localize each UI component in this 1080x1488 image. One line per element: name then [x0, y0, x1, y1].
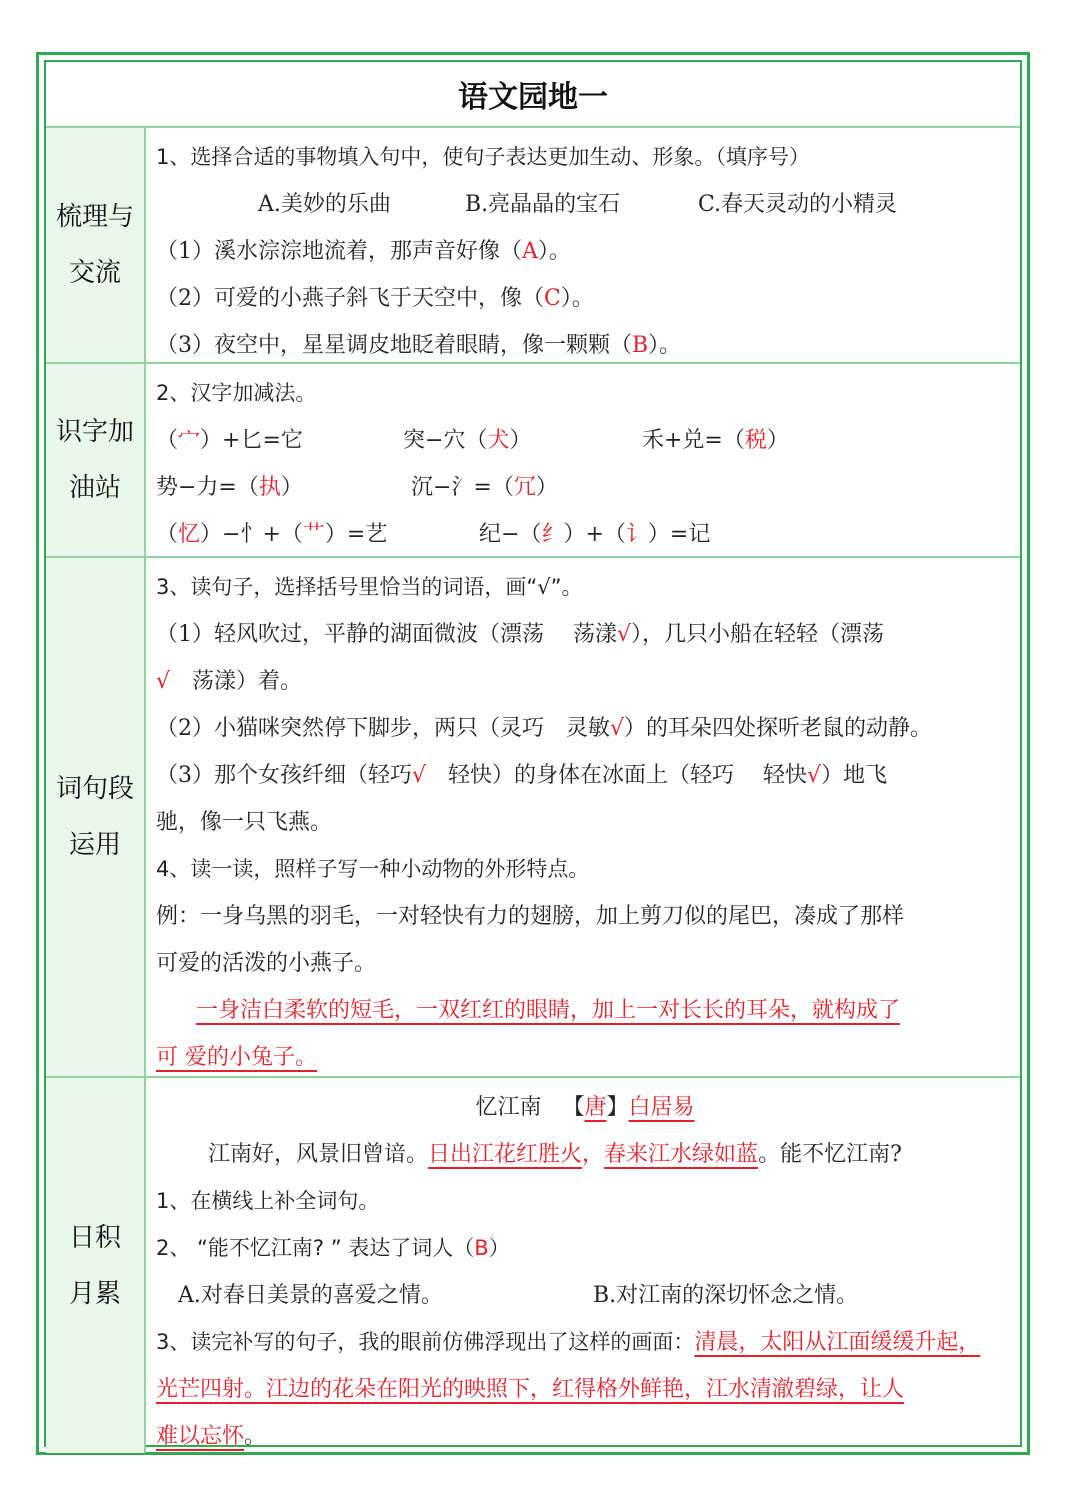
- section-label: [46, 364, 146, 556]
- section-label: [46, 128, 146, 362]
- author: 白居易: [628, 1095, 695, 1120]
- section-content: [146, 364, 1020, 556]
- example-line: 可爱的活泼的小燕子。: [156, 951, 377, 976]
- text: 荡漾）着。: [170, 669, 303, 694]
- text: ），几只小船在轻轻（漂荡: [631, 622, 885, 647]
- answer-text: 一身洁白柔软的短毛，一双红红的眼睛，加上一对长长的耳朵，就构成了: [196, 998, 901, 1023]
- option-b: B.对江南的深切怀念之情。: [593, 1283, 859, 1308]
- answer: 忆: [178, 522, 201, 547]
- item-text: （1）溪水淙淙地流着，那声音好像（: [156, 239, 522, 264]
- label-line: 识字加: [55, 417, 134, 447]
- equation: [156, 511, 472, 558]
- option-b: B.亮晶晶的宝石: [465, 192, 621, 217]
- eq-text: 纪−（: [479, 522, 542, 547]
- answer-line: [156, 1413, 1014, 1460]
- item-1: [156, 228, 1014, 275]
- question-1: 1、在横线上补全词句。: [156, 1189, 380, 1213]
- eq-text: （: [156, 522, 179, 547]
- text: 。: [244, 1424, 267, 1449]
- answer: A: [522, 239, 538, 264]
- eq-text: 势−力=（: [156, 475, 259, 500]
- equation: [479, 511, 710, 558]
- text: 轻快）的身体在冰面上（轻巧 轻快: [426, 763, 808, 788]
- eq-text: ）+匕=它: [200, 428, 303, 453]
- sentence-line: [156, 752, 1014, 799]
- answer-line: [156, 1366, 1014, 1413]
- poem-line: [156, 1131, 1014, 1178]
- eq-text: ）: [509, 428, 532, 453]
- section-sorting-exchange: [46, 128, 1020, 364]
- question-1: 1、选择合适的事物填入句中，使句子表达更加生动、形象。（填序号）: [156, 145, 810, 169]
- answer-text: 可 爱的小兔子。: [156, 1045, 317, 1070]
- item-text: （2）可爱的小燕子斜飞于天空中，像（: [156, 286, 544, 311]
- answer-line: [156, 987, 1014, 1034]
- question-2: [156, 1225, 1014, 1272]
- answer: 执: [258, 475, 281, 500]
- q-text: ）: [488, 1236, 510, 1260]
- equation: [156, 464, 404, 511]
- eq-text: 沉−氵=（: [411, 475, 514, 500]
- answer: 税: [744, 428, 767, 453]
- item-text: ）。: [537, 239, 571, 264]
- label-line: 月累: [68, 1278, 121, 1309]
- option-a: A.对春日美景的喜爱之情。: [178, 1283, 443, 1308]
- answer: 宀: [178, 428, 201, 453]
- eq-text: 突−穴（: [403, 428, 488, 453]
- poem-title: 忆江南: [475, 1095, 542, 1120]
- answer: B: [632, 333, 649, 358]
- eq-text: ）=艺: [324, 522, 388, 547]
- answer: 犬: [487, 428, 510, 453]
- section-daily-accumulation: [46, 1078, 1020, 1453]
- equation-row-3: [156, 511, 1014, 558]
- check-mark: √: [617, 622, 632, 647]
- example-line: 例：一身乌黑的羽毛，一对轻快有力的翅膀，加上剪刀似的尾巴，凑成了那样: [156, 904, 905, 929]
- label-line: 运用: [68, 830, 121, 860]
- text: （3）那个女孩纤细（轻巧: [156, 763, 412, 788]
- answer: B: [474, 1236, 489, 1260]
- equation-row-2: [156, 464, 1014, 511]
- item-text: ）。: [560, 286, 594, 311]
- check-mark: √: [807, 763, 822, 788]
- eq-text: ）: [280, 475, 303, 500]
- title-row: [46, 62, 1020, 128]
- section-character-station: [46, 364, 1020, 558]
- label-line: 日积: [68, 1222, 121, 1253]
- answer: 冗: [513, 475, 536, 500]
- label-line: 油站: [68, 473, 121, 503]
- text: （2）小猫咪突然停下脚步，两只（灵巧 灵敏: [156, 716, 610, 741]
- section-label: [46, 1078, 146, 1453]
- answer: 讠: [625, 522, 648, 547]
- section-content: [146, 558, 1020, 1076]
- sentence-line: [156, 658, 1014, 705]
- check-mark: √: [610, 716, 625, 741]
- answer-text: 光芒四射。江边的花朵在阳光的映照下，红得格外鲜艳，江水清澈碧绿，让人: [156, 1377, 905, 1402]
- eq-text: ）=记: [647, 522, 711, 547]
- equation: [403, 417, 635, 464]
- item-2: [156, 275, 1014, 322]
- check-mark: √: [412, 763, 427, 788]
- answer-text: 清晨，太阳从江面缓缓升起，: [694, 1330, 981, 1355]
- answer: C: [544, 286, 561, 311]
- item-text: （3）夜空中，星星调皮地眨着眼睛，像一颗颗（: [156, 333, 632, 358]
- question-3: 3、读句子，选择括号里恰当的词语，画“√”。: [156, 575, 583, 599]
- answer-text: 难以忘怀: [156, 1424, 245, 1449]
- worksheet-table: [44, 60, 1022, 1447]
- q-text: 3、读完补写的句子，我的眼前仿佛浮现出了这样的画面：: [156, 1330, 695, 1354]
- text: ）的耳朵四处探听老鼠的动静。: [624, 716, 933, 741]
- check-mark: √: [156, 669, 171, 694]
- poem-text: ，: [582, 1142, 605, 1167]
- page-title: 语文园地一: [458, 80, 608, 115]
- eq-text: ）: [766, 428, 789, 453]
- section-word-usage: [46, 558, 1020, 1078]
- q-text: 2、 “能不忆江南? ” 表达了词人（: [156, 1236, 475, 1260]
- eq-text: ）−忄+（: [200, 522, 303, 547]
- item-text: ）。: [648, 333, 682, 358]
- eq-text: ）+（: [563, 522, 626, 547]
- section-content: [146, 128, 1020, 362]
- dynasty: 唐: [584, 1095, 607, 1120]
- sentence-line: [156, 705, 1014, 752]
- bracket: 【: [562, 1095, 585, 1120]
- filled-answer: 日出江花红胜火: [428, 1142, 583, 1167]
- section-label: [46, 558, 146, 1076]
- filled-answer: 春来江水绿如蓝: [604, 1142, 759, 1167]
- poem-text: 江南好，风景旧曾谙。: [208, 1142, 429, 1167]
- equation: [411, 464, 558, 511]
- answer: 艹: [302, 522, 325, 547]
- options-row: [156, 181, 1014, 228]
- text: ）地飞: [821, 763, 888, 788]
- question-2: 2、汉字加减法。: [156, 381, 317, 405]
- label-line: 词句段: [55, 774, 134, 804]
- label-line: 梳理与: [55, 202, 134, 232]
- eq-text: ）: [535, 475, 558, 500]
- answer: 纟: [541, 522, 564, 547]
- poem-text: 。能不忆江南?: [758, 1142, 902, 1167]
- label-line: 交流: [68, 258, 121, 288]
- item-3: [156, 322, 1014, 369]
- answer-line: [156, 1034, 1014, 1081]
- options-row: [156, 1272, 1014, 1319]
- equation: [642, 417, 789, 464]
- text: （1）轻风吹过，平静的湖面微波（漂荡 荡漾: [156, 622, 617, 647]
- sentence-line: 驰，像一只飞燕。: [156, 810, 333, 835]
- sentence-line: [156, 611, 1014, 658]
- question-3: [156, 1319, 1014, 1366]
- option-a: A.美妙的乐曲: [258, 192, 391, 217]
- question-4: 4、读一读，照样子写一种小动物的外形特点。: [156, 857, 590, 881]
- section-content: [146, 1078, 1020, 1453]
- page-frame: [36, 52, 1030, 1455]
- option-c: C.春天灵动的小精灵: [698, 192, 898, 217]
- equation: [156, 417, 396, 464]
- bracket: 】: [606, 1095, 629, 1120]
- eq-text: （: [156, 428, 179, 453]
- poem-heading: [156, 1084, 1014, 1131]
- eq-text: 禾+兑=（: [642, 428, 745, 453]
- equation-row-1: [156, 417, 1014, 464]
